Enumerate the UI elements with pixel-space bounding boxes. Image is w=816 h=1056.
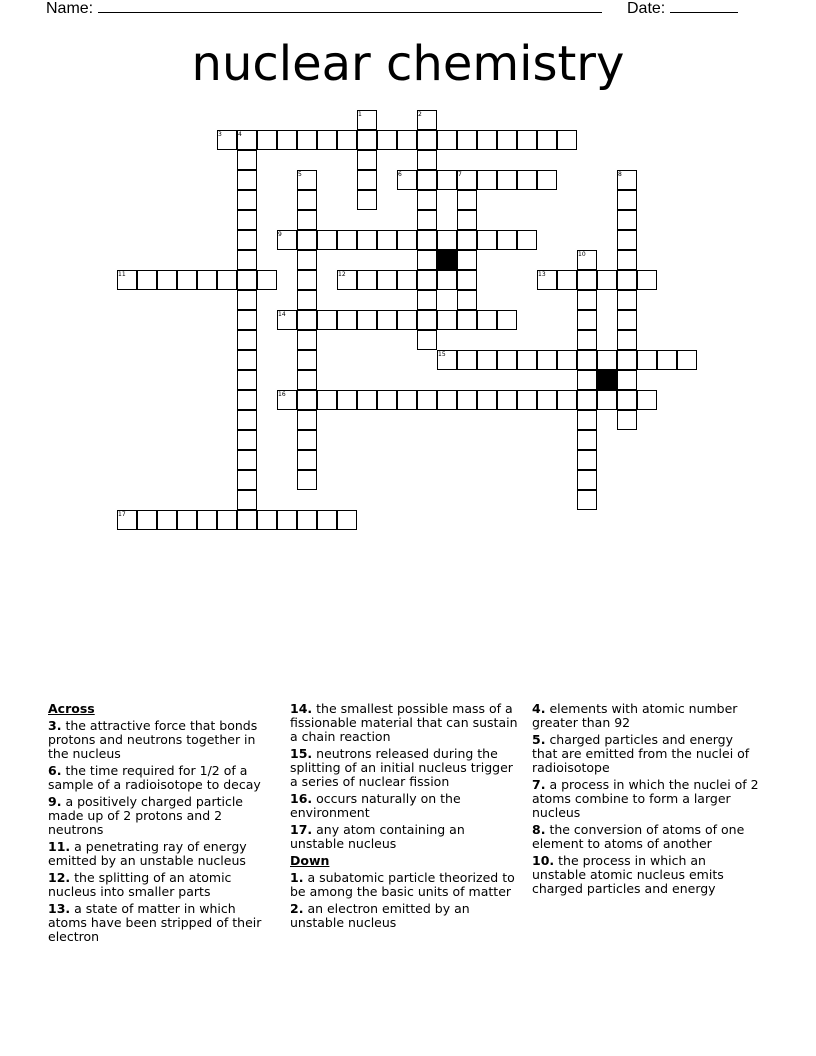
across-heading: Across xyxy=(48,701,95,716)
grid-cell[interactable] xyxy=(617,230,637,250)
grid-number: 11 xyxy=(118,271,126,278)
grid-cell[interactable] xyxy=(317,310,337,330)
grid-cell[interactable] xyxy=(577,350,597,370)
grid-cell[interactable] xyxy=(617,350,637,370)
grid-number: 8 xyxy=(618,171,622,178)
grid-cell[interactable] xyxy=(277,130,297,150)
grid-cell[interactable] xyxy=(237,190,257,210)
grid-cell[interactable] xyxy=(377,270,397,290)
clue-down-4: 4. elements with atomic number greater than 92 xyxy=(532,701,738,730)
grid-number: 16 xyxy=(278,391,286,398)
grid-cell[interactable] xyxy=(577,470,597,490)
grid-cell[interactable] xyxy=(237,290,257,310)
grid-cell[interactable] xyxy=(317,230,337,250)
grid-cell[interactable] xyxy=(477,130,497,150)
grid-cell[interactable] xyxy=(497,230,517,250)
grid-cell[interactable] xyxy=(237,150,257,170)
grid-cell[interactable] xyxy=(617,330,637,350)
grid-cell[interactable] xyxy=(517,350,537,370)
grid-cell[interactable] xyxy=(577,310,597,330)
grid-number: 4 xyxy=(238,131,242,138)
grid-cell[interactable] xyxy=(617,370,637,390)
grid-number: 9 xyxy=(278,231,282,238)
clues-column-2 xyxy=(290,702,520,933)
grid-number: 13 xyxy=(538,271,546,278)
grid-cell[interactable] xyxy=(457,210,477,230)
grid-cell[interactable] xyxy=(477,390,497,410)
grid-cell[interactable] xyxy=(517,390,537,410)
grid-cell[interactable] xyxy=(457,130,477,150)
grid-cell[interactable] xyxy=(597,350,617,370)
grid-cell[interactable] xyxy=(237,170,257,190)
grid-number: 1 xyxy=(358,111,362,118)
grid-cell[interactable] xyxy=(617,250,637,270)
grid-cell[interactable] xyxy=(537,170,557,190)
grid-cell[interactable] xyxy=(297,210,317,230)
grid-cell[interactable] xyxy=(497,170,517,190)
grid-cell[interactable] xyxy=(337,130,357,150)
grid-cell[interactable] xyxy=(397,230,417,250)
grid-number: 2 xyxy=(418,111,422,118)
grid-cell[interactable] xyxy=(477,170,497,190)
grid-cell[interactable] xyxy=(557,390,577,410)
grid-cell[interactable] xyxy=(637,390,657,410)
grid-cell[interactable] xyxy=(337,230,357,250)
grid-cell[interactable] xyxy=(297,450,317,470)
grid-cell[interactable] xyxy=(617,190,637,210)
grid-cell[interactable] xyxy=(597,390,617,410)
grid-cell[interactable] xyxy=(457,390,477,410)
grid-cell[interactable] xyxy=(257,270,277,290)
grid-cell[interactable] xyxy=(237,210,257,230)
grid-number: 14 xyxy=(278,311,286,318)
grid-cell[interactable] xyxy=(177,510,197,530)
clue-down-1: 1. a subatomic particle theorized to be among the basic units of matter xyxy=(290,870,515,899)
grid-cell[interactable] xyxy=(577,270,597,290)
grid-cell[interactable] xyxy=(617,270,637,290)
grid-cell[interactable] xyxy=(237,350,257,370)
grid-cell[interactable] xyxy=(177,270,197,290)
grid-number: 7 xyxy=(458,171,462,178)
grid-cell[interactable] xyxy=(237,450,257,470)
grid-cell[interactable] xyxy=(417,130,437,150)
clue-across-14: 14. the smallest possible mass of a fissionable material that can sustain a chain reaction xyxy=(290,701,518,744)
grid-cell[interactable] xyxy=(277,510,297,530)
page-title: nuclear chemistry xyxy=(191,36,625,92)
grid-cell[interactable] xyxy=(557,270,577,290)
grid-cell[interactable] xyxy=(597,270,617,290)
grid-cell[interactable] xyxy=(297,470,317,490)
grid-cell[interactable] xyxy=(357,230,377,250)
grid-cell[interactable] xyxy=(357,130,377,150)
grid-cell[interactable] xyxy=(337,310,357,330)
grid-cell[interactable] xyxy=(497,390,517,410)
grid-cell[interactable] xyxy=(577,330,597,350)
grid-cell[interactable] xyxy=(297,190,317,210)
clue-across-12: 12. the splitting of an atomic nucleus into smaller parts xyxy=(48,870,232,899)
grid-cell[interactable] xyxy=(577,370,597,390)
grid-cell[interactable] xyxy=(297,250,317,270)
grid-cell[interactable] xyxy=(157,270,177,290)
grid-cell[interactable] xyxy=(297,510,317,530)
grid-cell[interactable] xyxy=(437,230,457,250)
clue-across-11: 11. a penetrating ray of energy emitted by an unstable nucleus xyxy=(48,839,247,868)
grid-cell[interactable] xyxy=(617,210,637,230)
grid-cell[interactable] xyxy=(237,410,257,430)
grid-cell[interactable] xyxy=(237,390,257,410)
grid-cell[interactable] xyxy=(637,270,657,290)
grid-cell[interactable] xyxy=(397,130,417,150)
grid-cell[interactable] xyxy=(257,130,277,150)
grid-cell[interactable] xyxy=(237,430,257,450)
grid-cell[interactable] xyxy=(357,150,377,170)
grid-cell[interactable] xyxy=(417,310,437,330)
clue-across-6: 6. the time required for 1/2 of a sample of a radioisotope to decay xyxy=(48,763,261,792)
grid-cell[interactable] xyxy=(397,310,417,330)
grid-cell[interactable] xyxy=(237,370,257,390)
grid-number: 10 xyxy=(578,251,586,258)
clues-column-3 xyxy=(532,702,762,899)
grid-cell[interactable] xyxy=(237,230,257,250)
clue-across-13: 13. a state of matter in which atoms have been stripped of their electron xyxy=(48,901,262,944)
grid-cell[interactable] xyxy=(637,350,657,370)
grid-cell[interactable] xyxy=(457,250,477,270)
grid-number: 5 xyxy=(298,171,302,178)
grid-cell[interactable] xyxy=(497,130,517,150)
grid-cell[interactable] xyxy=(297,270,317,290)
clue-down-8: 8. the conversion of atoms of one element to atoms of another xyxy=(532,822,745,851)
clue-across-15: 15. neutrons released during the splitting of an initial nucleus trigger a series of nuclear fission xyxy=(290,746,513,789)
grid-cell[interactable] xyxy=(457,350,477,370)
grid-cell[interactable] xyxy=(137,510,157,530)
grid-cell[interactable] xyxy=(417,190,437,210)
grid-cell[interactable] xyxy=(357,270,377,290)
grid-cell[interactable] xyxy=(197,510,217,530)
grid-cell[interactable] xyxy=(237,510,257,530)
grid-cell[interactable] xyxy=(337,510,357,530)
grid-cell[interactable] xyxy=(577,490,597,510)
grid-number: 6 xyxy=(398,171,402,178)
grid-cell[interactable] xyxy=(437,390,457,410)
grid-block xyxy=(437,250,457,270)
grid-cell[interactable] xyxy=(377,230,397,250)
grid-cell[interactable] xyxy=(197,270,217,290)
grid-cell[interactable] xyxy=(657,350,677,370)
clue-across-17: 17. any atom containing an unstable nucleus xyxy=(290,822,465,851)
grid-cell[interactable] xyxy=(217,510,237,530)
grid-cell[interactable] xyxy=(297,330,317,350)
grid-cell[interactable] xyxy=(457,310,477,330)
grid-cell[interactable] xyxy=(617,310,637,330)
grid-cell[interactable] xyxy=(297,130,317,150)
grid-cell[interactable] xyxy=(417,250,437,270)
grid-cell[interactable] xyxy=(417,230,437,250)
grid-number: 12 xyxy=(338,271,346,278)
date-label: Date: xyxy=(627,0,666,17)
grid-cell[interactable] xyxy=(457,230,477,250)
grid-cell[interactable] xyxy=(457,290,477,310)
grid-cell[interactable] xyxy=(457,190,477,210)
grid-cell[interactable] xyxy=(357,310,377,330)
clue-across-16: 16. occurs naturally on the environment xyxy=(290,791,461,820)
grid-cell[interactable] xyxy=(417,390,437,410)
grid-cell[interactable] xyxy=(377,390,397,410)
grid-cell[interactable] xyxy=(677,350,697,370)
clue-down-10: 10. the process in which an unstable atomic nucleus emits charged particles and energy xyxy=(532,853,724,896)
grid-cell[interactable] xyxy=(377,310,397,330)
grid-cell[interactable] xyxy=(557,130,577,150)
grid-cell[interactable] xyxy=(557,350,577,370)
grid-cell[interactable] xyxy=(297,370,317,390)
grid-cell[interactable] xyxy=(217,270,237,290)
grid-cell[interactable] xyxy=(437,170,457,190)
grid-cell[interactable] xyxy=(477,310,497,330)
grid-cell[interactable] xyxy=(297,410,317,430)
grid-cell[interactable] xyxy=(517,130,537,150)
grid-number: 15 xyxy=(438,351,446,358)
grid-cell[interactable] xyxy=(437,270,457,290)
grid-cell[interactable] xyxy=(297,230,317,250)
grid-block xyxy=(597,370,617,390)
grid-cell[interactable] xyxy=(297,310,317,330)
grid-cell[interactable] xyxy=(477,230,497,250)
grid-cell[interactable] xyxy=(417,270,437,290)
grid-cell[interactable] xyxy=(137,270,157,290)
grid-cell[interactable] xyxy=(297,390,317,410)
grid-cell[interactable] xyxy=(397,390,417,410)
grid-number: 17 xyxy=(118,511,126,518)
grid-cell[interactable] xyxy=(617,290,637,310)
grid-cell[interactable] xyxy=(297,290,317,310)
grid-cell[interactable] xyxy=(257,510,277,530)
grid-cell[interactable] xyxy=(237,270,257,290)
grid-cell[interactable] xyxy=(617,410,637,430)
grid-cell[interactable] xyxy=(417,290,437,310)
grid-cell[interactable] xyxy=(577,290,597,310)
grid-cell[interactable] xyxy=(317,510,337,530)
grid-cell[interactable] xyxy=(537,350,557,370)
grid-cell[interactable] xyxy=(537,130,557,150)
grid-cell[interactable] xyxy=(237,310,257,330)
grid-cell[interactable] xyxy=(297,430,317,450)
grid-cell[interactable] xyxy=(357,390,377,410)
clues-column-1 xyxy=(48,702,278,947)
grid-cell[interactable] xyxy=(477,350,497,370)
clue-across-9: 9. a positively charged particle made up of 2 protons and 2 neutrons xyxy=(48,794,243,837)
grid-cell[interactable] xyxy=(437,310,457,330)
down-heading: Down xyxy=(290,853,330,868)
grid-cell[interactable] xyxy=(357,170,377,190)
grid-cell[interactable] xyxy=(537,390,557,410)
grid-cell[interactable] xyxy=(297,350,317,370)
grid-cell[interactable] xyxy=(417,330,437,350)
grid-cell[interactable] xyxy=(577,450,597,470)
grid-cell[interactable] xyxy=(617,390,637,410)
grid-cell[interactable] xyxy=(357,190,377,210)
grid-cell[interactable] xyxy=(577,410,597,430)
grid-cell[interactable] xyxy=(157,510,177,530)
grid-cell[interactable] xyxy=(317,390,337,410)
grid-cell[interactable] xyxy=(237,330,257,350)
grid-cell[interactable] xyxy=(417,170,437,190)
grid-cell[interactable] xyxy=(497,310,517,330)
grid-cell[interactable] xyxy=(517,230,537,250)
grid-cell[interactable] xyxy=(497,350,517,370)
grid-cell[interactable] xyxy=(237,250,257,270)
grid-cell[interactable] xyxy=(337,390,357,410)
grid-cell[interactable] xyxy=(437,130,457,150)
grid-cell[interactable] xyxy=(577,430,597,450)
clue-across-3: 3. the attractive force that bonds protons and neutrons together in the nucleus xyxy=(48,718,258,761)
name-label: Name: xyxy=(46,0,94,17)
grid-cell[interactable] xyxy=(417,150,437,170)
clue-down-7: 7. a process in which the nuclei of 2 atoms combine to form a larger nucleus xyxy=(532,777,759,820)
grid-cell[interactable] xyxy=(517,170,537,190)
grid-cell[interactable] xyxy=(237,470,257,490)
grid-cell[interactable] xyxy=(577,390,597,410)
grid-cell[interactable] xyxy=(417,210,437,230)
grid-cell[interactable] xyxy=(237,490,257,510)
grid-cell[interactable] xyxy=(317,130,337,150)
grid-cell[interactable] xyxy=(377,130,397,150)
grid-number: 3 xyxy=(218,131,222,138)
clue-down-2: 2. an electron emitted by an unstable nucleus xyxy=(290,901,470,930)
grid-cell[interactable] xyxy=(457,270,477,290)
grid-cell[interactable] xyxy=(397,270,417,290)
clue-down-5: 5. charged particles and energy that are emitted from the nuclei of radioisotope xyxy=(532,732,750,775)
